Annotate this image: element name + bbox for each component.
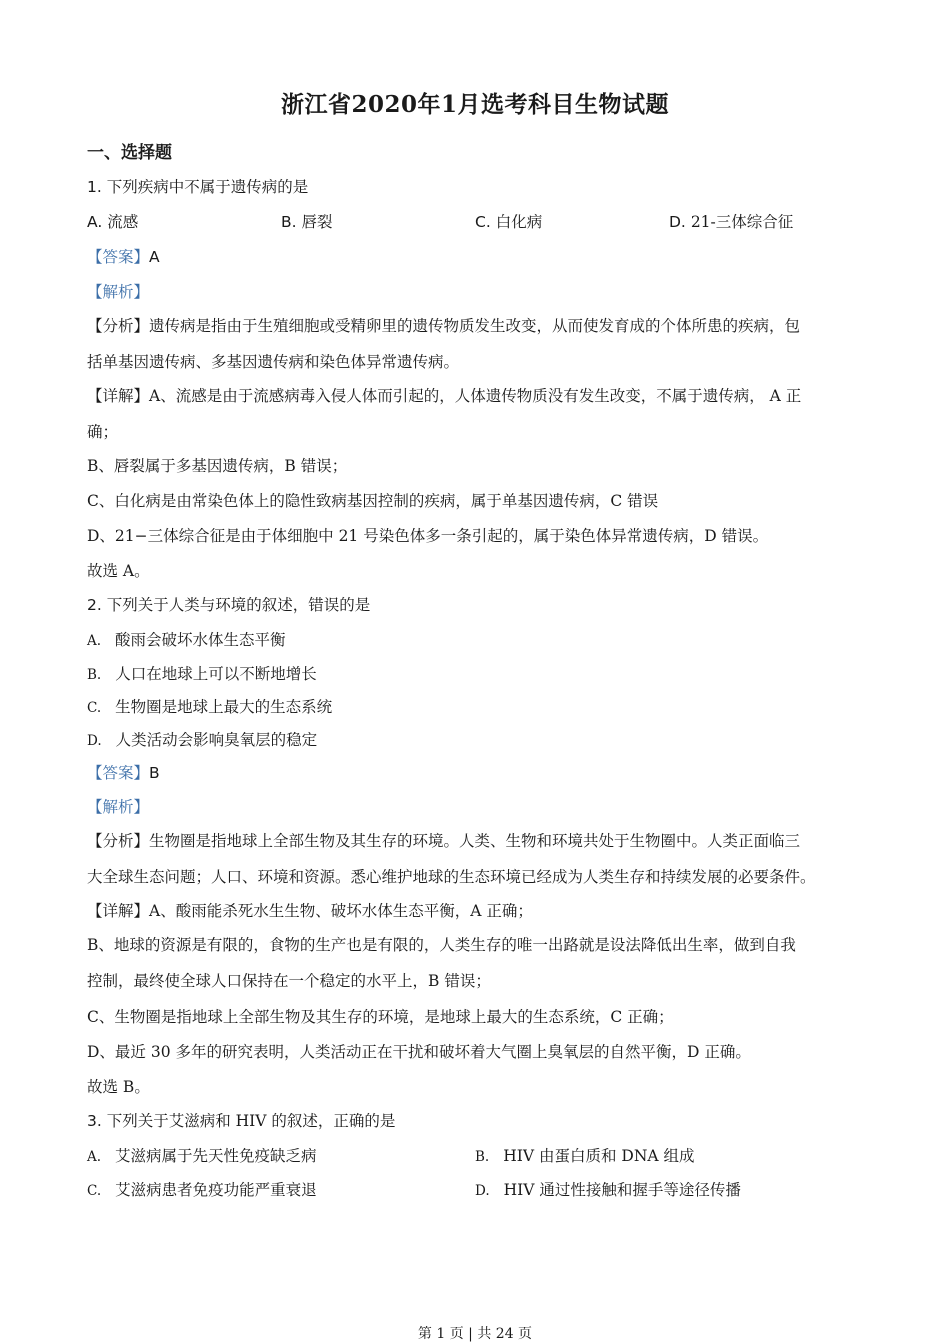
xiangjie-tag: 【详解】 [87,902,150,920]
option-b: B. 人口在地球上可以不断地增长 [87,665,317,683]
fenxi-line-2: 大全球生态问题；人口、环境和资源。悉心维护地球的生态环境已经成为人类生存和持续发展的必要条件。 [87,868,816,886]
conclusion: 故选 B。 [87,1078,150,1096]
xiangjie-tag: 【详解】 [87,387,150,405]
option-d: D. HIV 通过性接触和握手等途径传播 [475,1181,741,1199]
explanation-b: B、唇裂属于多基因遗传病，B 错误； [87,457,348,475]
xiangjie-line-2: 确； [87,423,119,441]
explanation-b-line-2: 控制，最终使全球人口保持在一个稳定的水平上，B 错误； [87,972,491,990]
explanation-b-line-1: B、地球的资源是有限的，食物的生产也是有限的，人类生存的唯一出路就是设法降低出生率，做到自我 [87,936,796,954]
question-1-stem [87,176,867,198]
option-b: B. 唇裂 [281,213,333,231]
section-heading: 一、选择题 [87,143,172,163]
question-3-stem [87,1110,867,1132]
option-a: A. 流感 [87,213,139,231]
question-number: 1. [87,178,102,196]
xiangjie-line-1: 【详解】A、流感是由于流感病毒入侵人体而引起的，人体遗传物质没有发生改变，不属于遗传病， A 正 [87,387,802,405]
question-number: 3. [87,1112,102,1130]
page-number-footer: 第 1 页 | 共 24 页 [417,1326,533,1342]
explanation-d: D、21−三体综合征是由于体细胞中 21 号染色体多一条引起的，属于染色体异常遗传病，D 错误。 [87,527,769,545]
question-text: 下列关于艾滋病和 HIV 的叙述，正确的是 [106,1112,396,1130]
fenxi-line-1: 【分析】遗传病是指由于生殖细胞或受精卵里的遗传物质发生改变，从而使发育成的个体所患的疾病，包 [87,317,801,335]
question-2-stem [87,594,867,616]
fenxi-tag: 【分析】 [87,317,150,335]
xiangjie-line-1: 【详解】A、酸雨能杀死水生生物、破坏水体生态平衡，A 正确； [87,902,533,920]
answer-tag: 【答案】 [87,248,150,266]
option-c: C. 艾滋病患者免疫功能严重衰退 [87,1181,317,1199]
conclusion: 故选 A。 [87,562,150,580]
fenxi-line-2: 括单基因遗传病、多基因遗传病和染色体异常遗传病。 [87,353,460,371]
answer-value: A [149,248,160,266]
fenxi-line-1: 【分析】生物圈是指地球上全部生物及其生存的环境。人类、生物和环境共处于生物圈中。人类正面临三 [87,832,801,850]
answer-tag: 【答案】 [87,764,150,782]
option-c: C. 生物圈是地球上最大的生态系统 [87,698,333,716]
option-d: D. 人类活动会影响臭氧层的稳定 [87,731,318,749]
answer-value: B [149,764,160,782]
analysis-tag: 【解析】 [87,798,150,816]
answer-line [87,762,867,784]
answer-line [87,246,867,268]
option-b: B. HIV 由蛋白质和 DNA 组成 [475,1147,695,1165]
question-number: 2. [87,596,102,614]
option-c: C. 白化病 [475,213,543,231]
analysis-tag: 【解析】 [87,283,150,301]
explanation-d: D、最近 30 多年的研究表明，人类活动正在干扰和破坏着大气圈上臭氧层的自然平衡，D 正确。 [87,1043,751,1061]
question-text: 下列疾病中不属于遗传病的是 [106,178,309,196]
explanation-c: C、白化病是由常染色体上的隐性致病基因控制的疾病，属于单基因遗传病，C 错误 [87,492,659,510]
option-a: A. 酸雨会破坏水体生态平衡 [87,631,286,649]
question-text: 下列关于人类与环境的叙述，错误的是 [106,596,371,614]
explanation-c: C、生物圈是指地球上全部生物及其生存的环境，是地球上最大的生态系统，C 正确； [87,1008,674,1026]
document-title: 浙江省2020年1月选考科目生物试题 [280,91,670,118]
fenxi-tag: 【分析】 [87,832,150,850]
option-d: D. 21-三体综合征 [669,213,794,231]
option-a: A. 艾滋病属于先天性免疫缺乏病 [87,1147,317,1165]
